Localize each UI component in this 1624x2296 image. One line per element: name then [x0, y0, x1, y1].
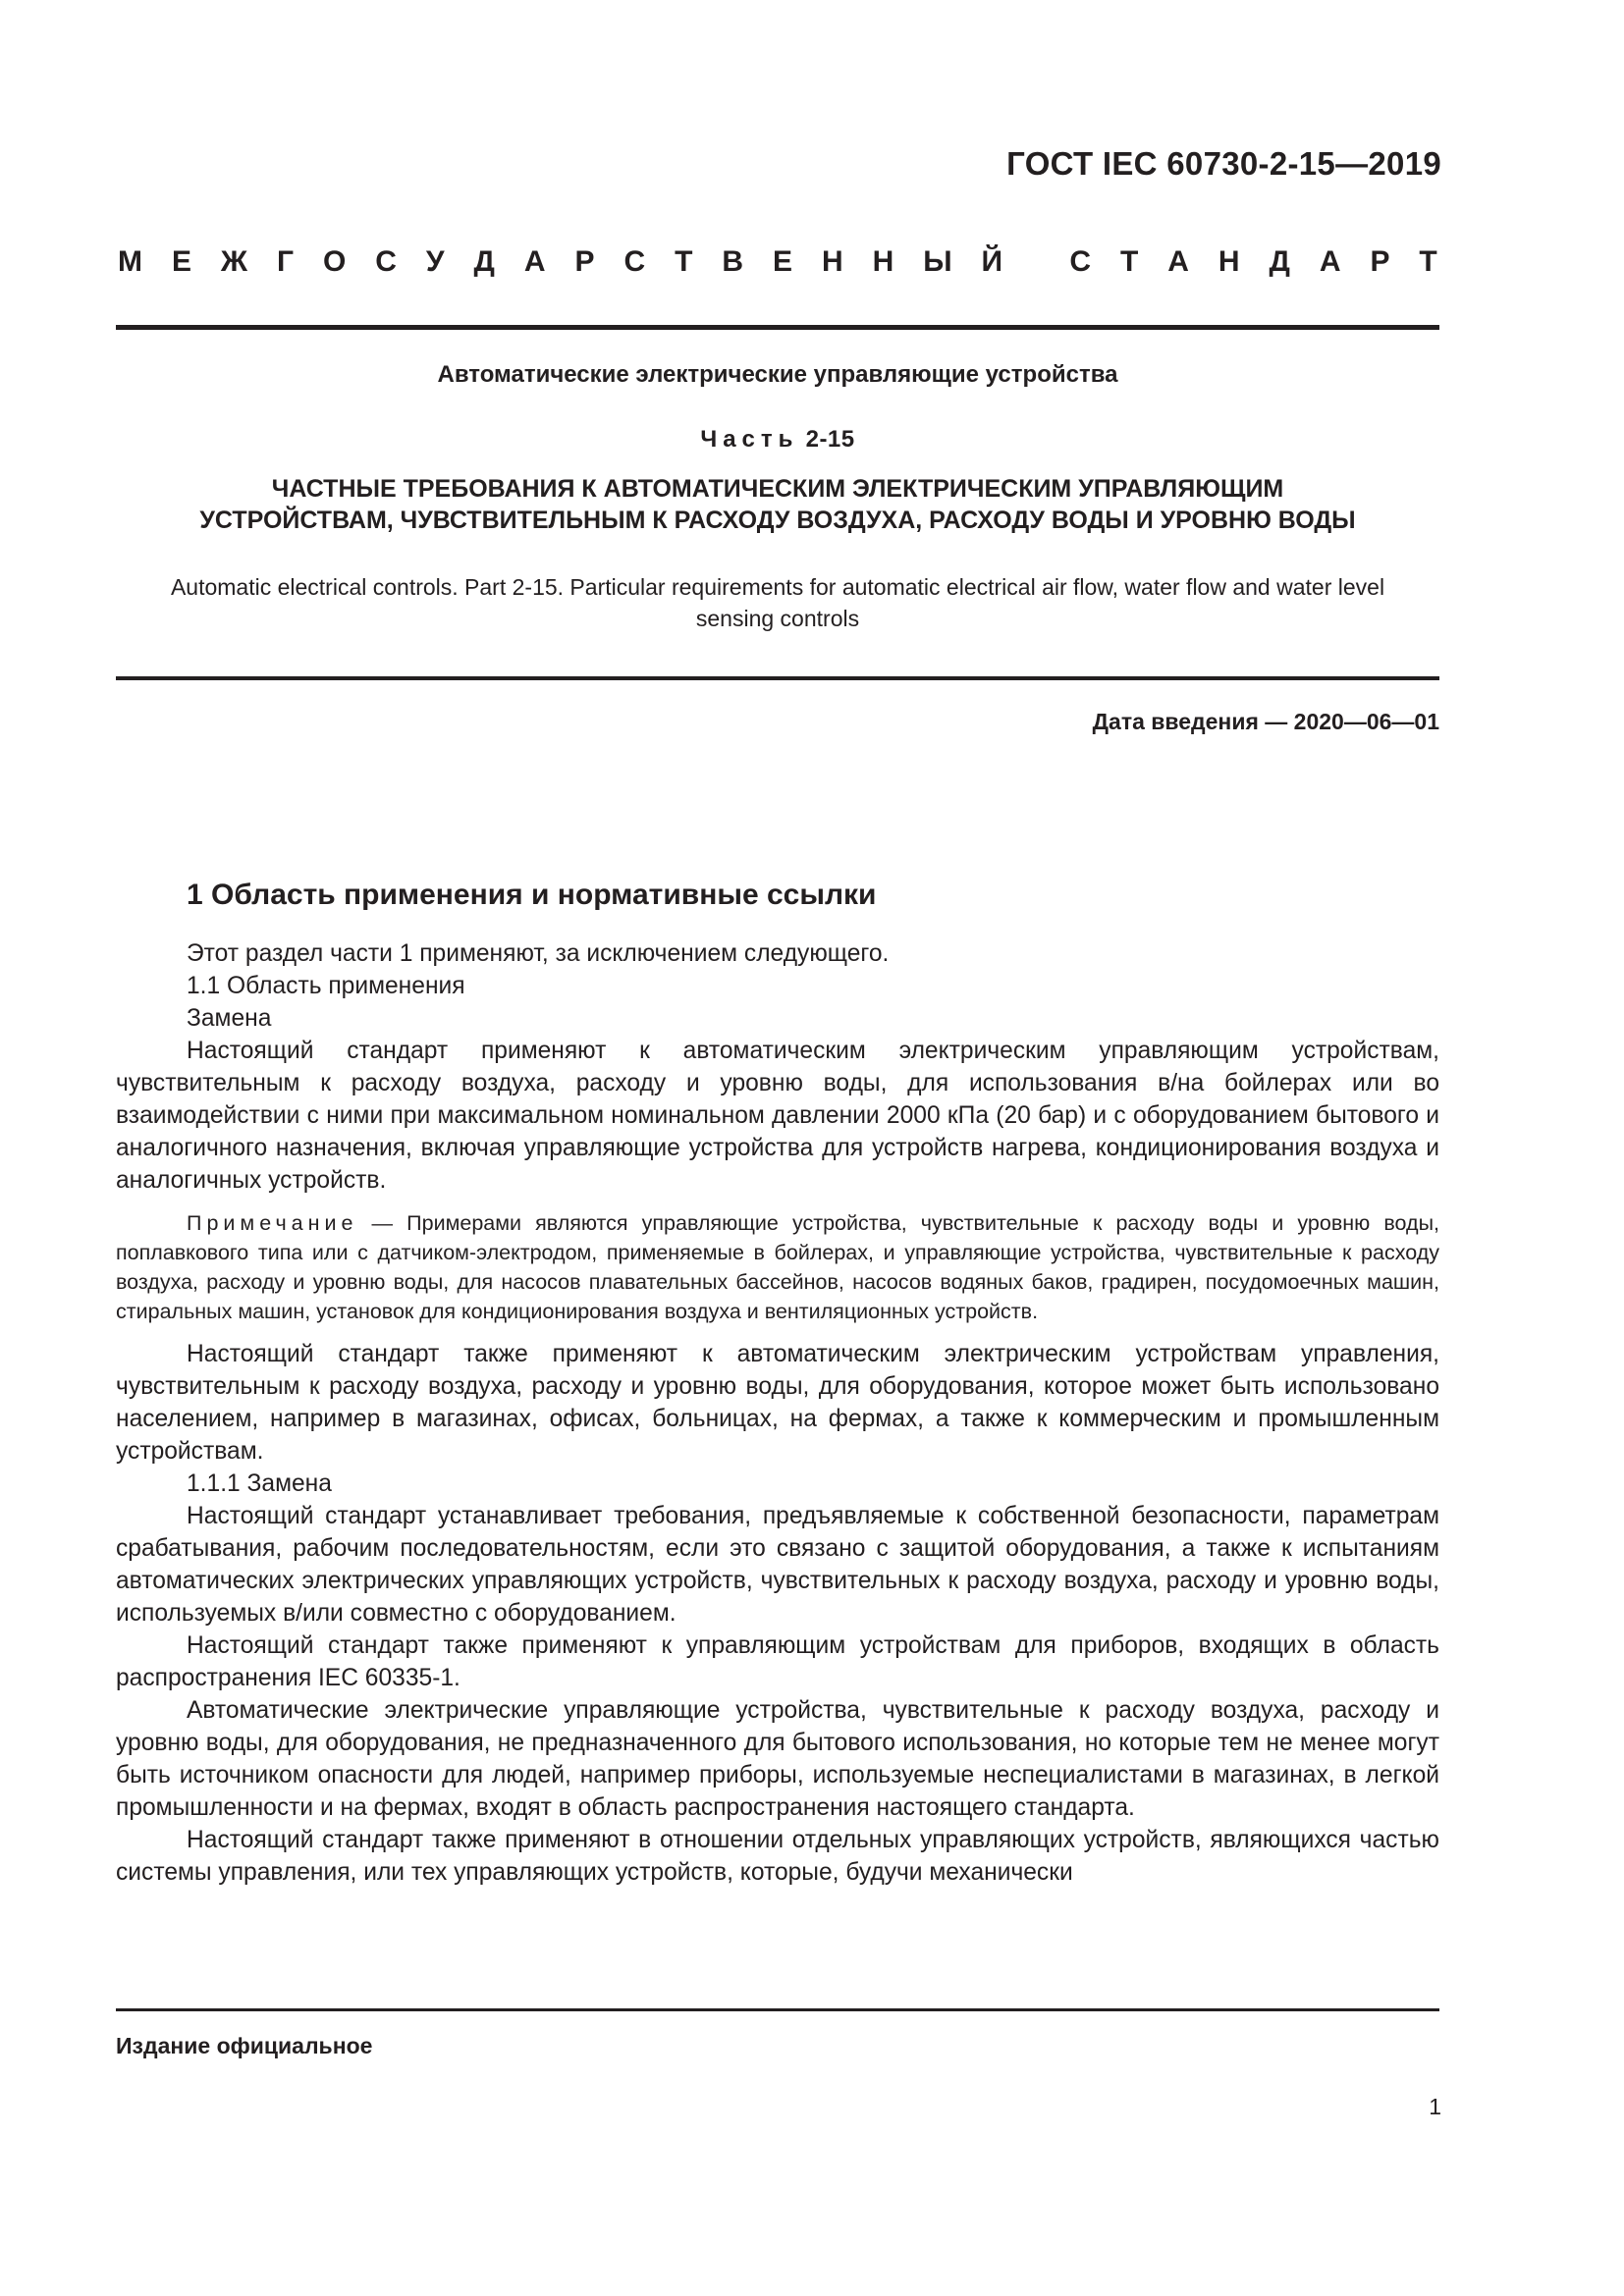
interstate-letter: Т — [1119, 245, 1139, 278]
part-word: Часть — [700, 426, 799, 453]
introduction-date: Дата введения — 2020—06—01 — [1092, 709, 1439, 734]
paragraph: Настоящий стандарт применяют к автоматическим электрическим управляющим устройствам, чувствительным к расходу воздуха, расходу и уровню воды, для использования в/на бойлерах или во взаимодействии с ними при максимальном номинальном давлении 2000 кПа (20 бар) и с оборудованием бытового и аналогичного назначения, включая управляющие устройства для устройств нагрева, кондиционирования воздуха и аналогичных устройств. — [116, 1038, 1439, 1194]
section-body — [116, 937, 1439, 1889]
interstate-letter: Р — [574, 245, 595, 278]
paragraph: Замена — [187, 1005, 272, 1032]
interstate-letter: Н — [872, 245, 894, 278]
interstate-letter: Й — [981, 245, 1003, 278]
interstate-letter: С — [623, 245, 646, 278]
page-number: 1 — [1429, 2094, 1441, 2119]
interstate-letter: А — [1167, 245, 1189, 278]
interstate-standard-label — [118, 245, 1437, 279]
header-rule — [116, 325, 1439, 330]
interstate-letter: Н — [1218, 245, 1240, 278]
interstate-letter: Н — [821, 245, 843, 278]
footer-rule — [116, 2008, 1439, 2011]
interstate-letter: Е — [171, 245, 191, 278]
note-label: Примечание — [187, 1211, 358, 1235]
note-text: — Примерами являются управляющие устройства, чувствительные к расходу воды и уровню воды, поплавкового типа или с датчиком-электродом, применяемые в бойлерах, и управляющие устройства, чувствительные к расходу воздуха, расходу и уровню воды, для насосов плавательных бассейнов, насосов водяных баков, градирен, посудомоечных машин, стиральных машин, установок для кондиционирования воздуха и вентиляционных устройств. — [116, 1211, 1439, 1323]
part-label — [116, 426, 1439, 454]
english-title: Automatic electrical controls. Part 2-15. Particular requirements for automatic electrical air flow, water flow and water level sensing controls — [170, 574, 1385, 631]
note — [116, 1208, 1439, 1326]
interstate-letter: С — [1069, 245, 1091, 278]
paragraph: Настоящий стандарт также применяют в отношении отдельных управляющих устройств, являющихся частью системы управления, или тех управляющих устройств, которые, будучи механически — [116, 1827, 1439, 1886]
paragraph: Настоящий стандарт также применяют к автоматическим электрическим устройствам управления, чувствительным к расходу воздуха, расходу и уровню воды, для оборудования, которое может быть использовано населением, например в магазинах, офисах, больницах, на фермах, а также к коммерческим и промышленным устройствам. — [116, 1341, 1439, 1465]
interstate-letter: Т — [675, 245, 693, 278]
paragraph: Автоматические электрические управляющие устройства, чувствительные к расходу воздуха, расходу и уровню воды, для оборудования, не предназначенного для бытового использования, но которые тем не менее могут быть источником опасности для людей, например приборы, используемые неспециалистами в магазинах, в легкой промышленности и на фермах, входят в область распространения настоящего стандарта. — [116, 1697, 1439, 1821]
interstate-letter: Д — [1269, 245, 1290, 278]
interstate-letter: Р — [1370, 245, 1390, 278]
edition-label: Издание официальное — [116, 2033, 373, 2058]
interstate-letter: М — [118, 245, 142, 278]
interstate-letter: С — [375, 245, 397, 278]
interstate-letter: О — [322, 245, 347, 278]
interstate-letter: Ы — [923, 245, 952, 278]
part-number: 2-15 — [805, 426, 855, 453]
interstate-letter: Ж — [220, 245, 248, 278]
subtitle-line: ЧАСТНЫЕ ТРЕБОВАНИЯ К АВТОМАТИЧЕСКИМ ЭЛЕКТРИЧЕСКИМ УПРАВЛЯЮЩИМ — [271, 475, 1284, 503]
interstate-letter: У — [425, 245, 445, 278]
interstate-letter: Т — [1419, 245, 1437, 278]
interstate-letter: В — [722, 245, 744, 278]
document-subtitle — [116, 473, 1439, 536]
interstate-letter: Г — [277, 245, 295, 278]
word-gap — [1032, 245, 1040, 279]
interstate-letter: Е — [772, 245, 792, 278]
document-number: ГОСТ IEC 60730-2-15—2019 — [1006, 145, 1441, 182]
title-rule — [116, 676, 1439, 680]
paragraph: Этот раздел части 1 применяют, за исключением следующего. — [187, 940, 890, 967]
section-heading: 1 Область применения и нормативные ссылки — [187, 879, 877, 911]
paragraph: Настоящий стандарт устанавливает требования, предъявляемые к собственной безопасности, параметрам срабатывания, рабочим последовательностям, если это связано с защитой оборудования, а также к испытаниям автоматических электрических управляющих устройств, чувствительных к расходу воздуха, расходу и уровню воды, используемых в/или совместно с оборудованием. — [116, 1503, 1439, 1627]
paragraph: Настоящий стандарт также применяют к управляющим устройствам для приборов, входящих в область распространения IEC 60335-1. — [116, 1632, 1439, 1691]
interstate-letter: А — [1319, 245, 1341, 278]
interstate-letter: А — [523, 245, 546, 278]
document-title: Автоматические электрические управляющие устройства — [437, 361, 1118, 388]
clause-heading: 1.1 Область применения — [187, 973, 465, 999]
subtitle-line: УСТРОЙСТВАМ, ЧУВСТВИТЕЛЬНЫМ К РАСХОДУ ВОЗДУХА, РАСХОДУ ВОДЫ И УРОВНЮ ВОДЫ — [199, 507, 1356, 534]
interstate-letter: Д — [473, 245, 495, 278]
clause-heading: 1.1.1 Замена — [187, 1470, 332, 1497]
